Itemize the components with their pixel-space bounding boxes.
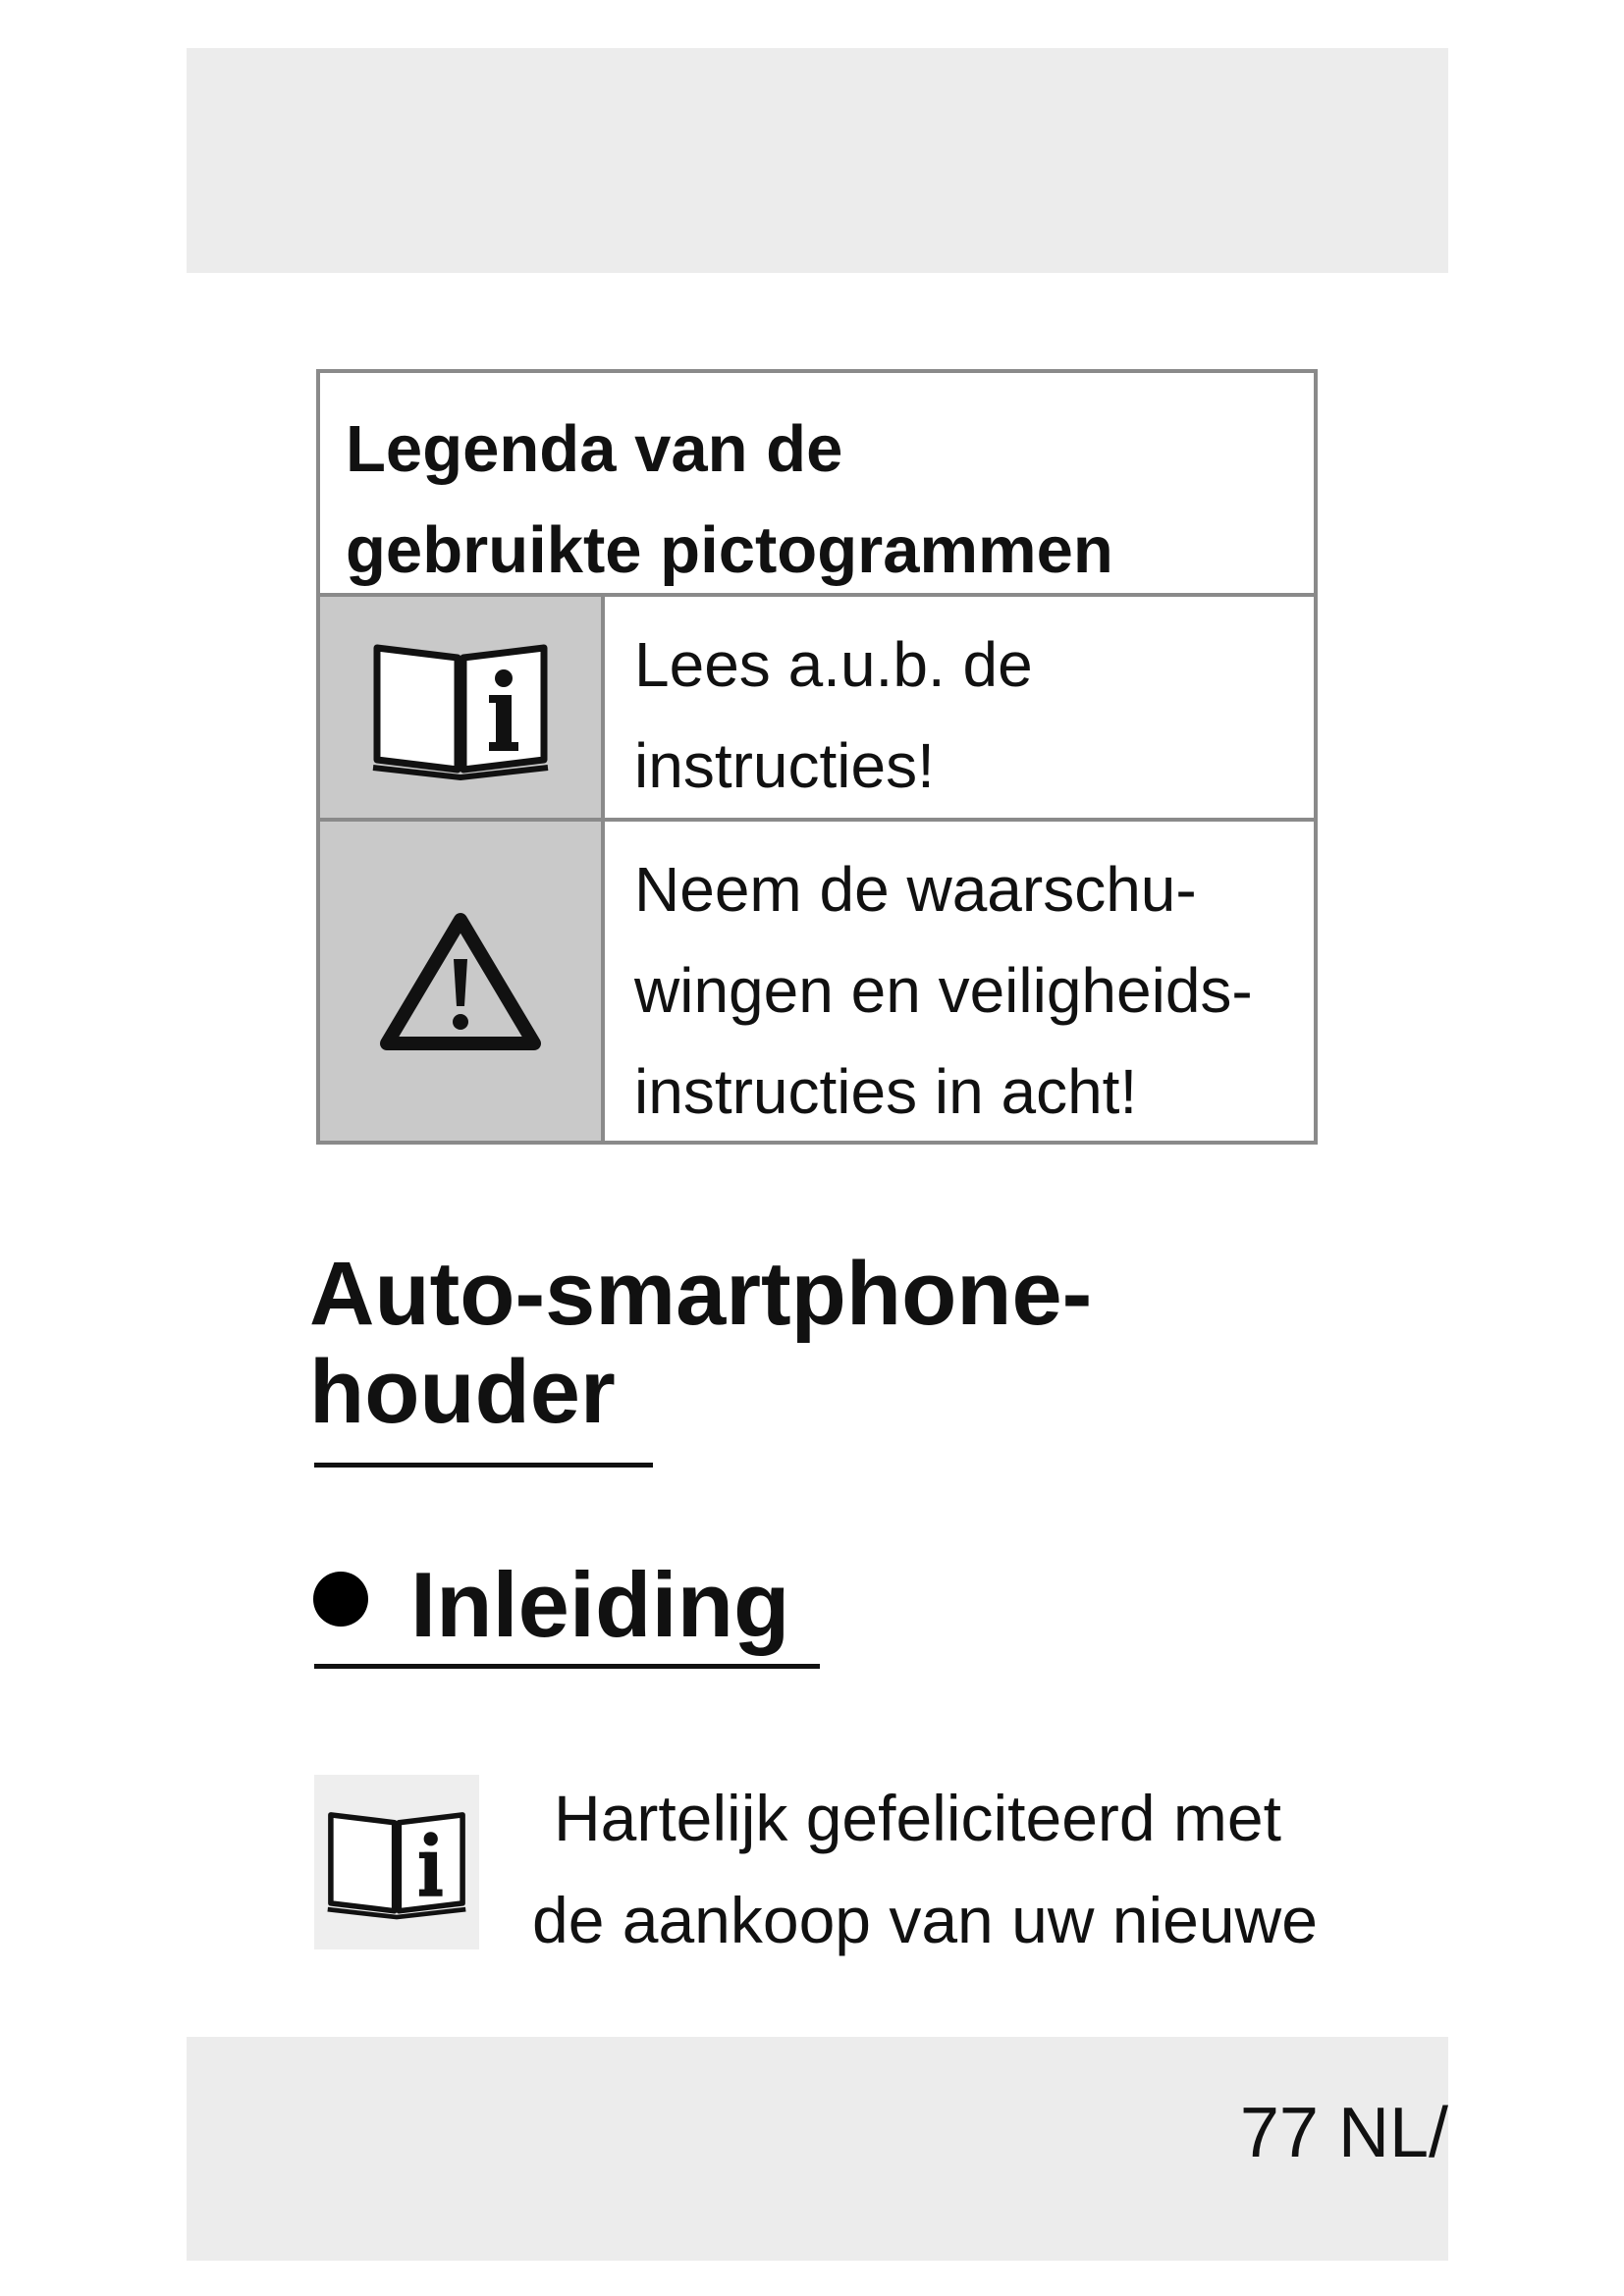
legend-icon-cell	[320, 822, 605, 1141]
intro-paragraph	[532, 1767, 1347, 1971]
page-number: 77 NL/	[1239, 2094, 1448, 2172]
legend-row-warnings	[320, 822, 1314, 1141]
legend-row2-line3: instructies in acht!	[634, 1056, 1138, 1127]
title-underline	[314, 1463, 653, 1468]
product-title-line2: houder	[309, 1342, 616, 1442]
legend-heading-line1: Legenda van de	[346, 412, 843, 486]
legend-row2-line1: Neem de waarschu-	[634, 854, 1197, 925]
open-book-info-icon	[367, 634, 554, 781]
legend-icon-cell	[320, 597, 605, 818]
section-underline	[314, 1664, 820, 1669]
open-book-info-icon	[323, 1803, 470, 1921]
pictogram-legend-table	[316, 369, 1318, 1145]
top-margin-band	[187, 48, 1448, 273]
legend-heading	[320, 373, 1314, 597]
intro-icon-box	[314, 1775, 479, 1949]
legend-heading-line2: gebruikte pictogrammen	[346, 513, 1113, 587]
warning-triangle-icon	[377, 908, 544, 1055]
intro-line2: de aankoop van uw nieuwe	[532, 1884, 1318, 1956]
legend-row2-line2: wingen en veiligheids-	[634, 955, 1253, 1026]
section-heading: Inleiding	[410, 1553, 790, 1656]
legend-row1-line2: instructies!	[634, 730, 935, 801]
section-bullet	[313, 1572, 368, 1627]
legend-row1-line1: Lees a.u.b. de	[634, 629, 1033, 700]
bottom-margin-band	[187, 2037, 1448, 2261]
legend-text-read-instructions	[605, 597, 1314, 818]
intro-line1: Hartelijk gefeliciteerd met	[554, 1782, 1281, 1854]
product-title	[309, 1245, 1092, 1441]
legend-text-warnings	[605, 822, 1314, 1141]
legend-row-read-instructions	[320, 597, 1314, 822]
product-title-line1: Auto-smartphone-	[309, 1244, 1093, 1344]
